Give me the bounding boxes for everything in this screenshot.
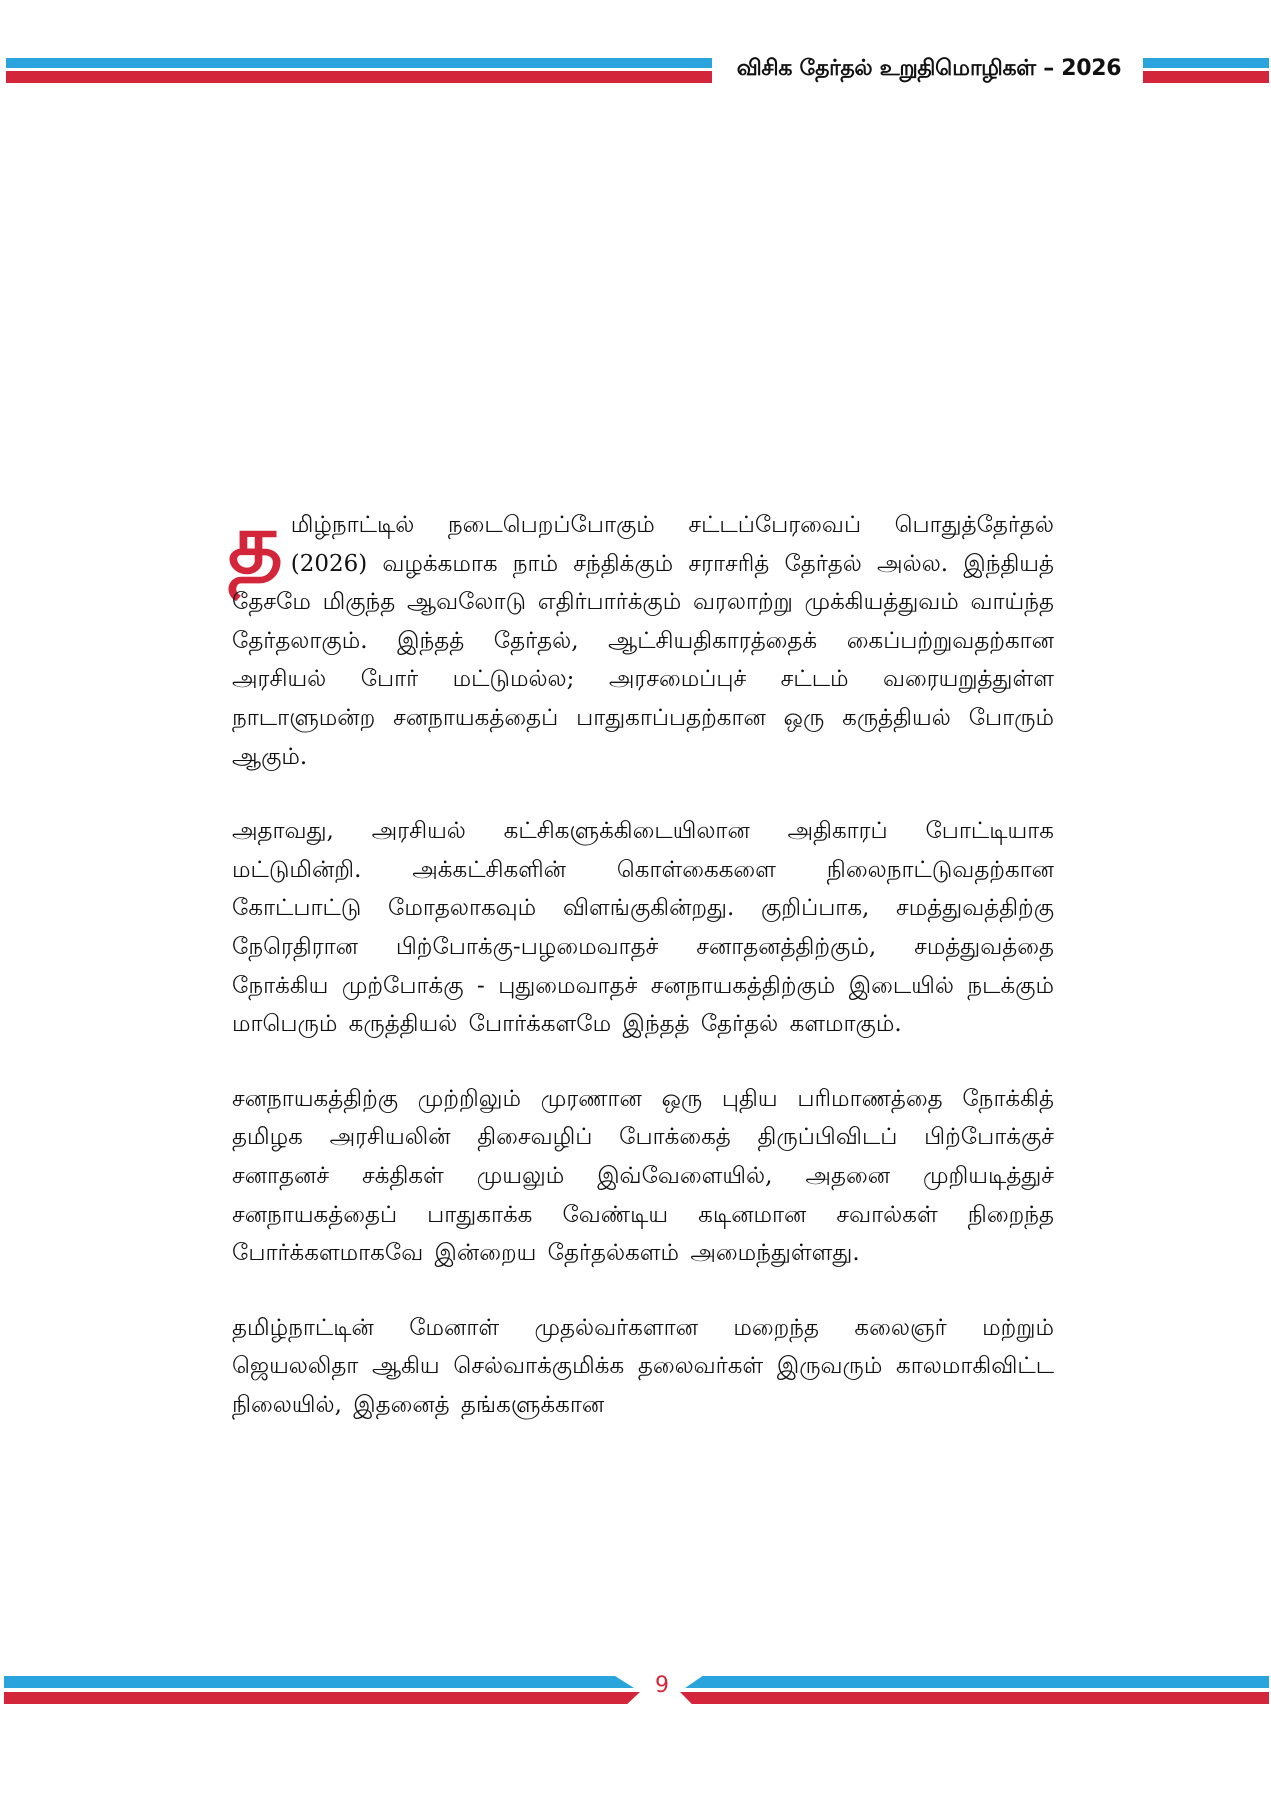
footer-stripe-red-right bbox=[680, 1692, 1269, 1704]
header-stripe-red-right bbox=[1143, 71, 1269, 83]
paragraph-1-text: மிழ்நாட்டில் நடைபெறப்போகும் சட்டப்பேரவைப் பொதுத்தேர்தல் (2026) வழக்கமாக நாம் சந்திக்கும் சராசரித் தேர்தல் அல்ல. இந்தியத் தேசமே மிகுந்த ஆவலோடு எதிர்பார்க்கும் வரலாற்று முக்கியத்துவம் வாய்ந்த தேர்தலாகும். இந்தத் தேர்தல், ஆட்சியதிகாரத்தைக் கைப்பற்றுவதற்கான அரசியல் போர் மட்டுமல்ல; அரசமைப்புச் சட்டம் வரையறுத்துள்ள நாடாளுமன்ற சனநாயகத்தைப் பாதுகாப்பதற்கான ஒரு கருத்தியல் போரும் ஆகும். bbox=[232, 512, 1054, 770]
paragraph-2: அதாவது, அரசியல் கட்சிகளுக்கிடையிலான அதிகாரப் போட்டியாக மட்டுமின்றி. அக்கட்சிகளின் கொள்கைகளை நிலைநாட்டுவதற்கான கோட்பாட்டு மோதலாகவும் விளங்குகின்றது. குறிப்பாக, சமத்துவத்திற்கு நேரெதிரான பிற்போக்கு-பழமைவாதச் சனாதனத்திற்கும், சமத்துவத்தை நோக்கிய முற்போக்கு - புதுமைவாதச் சனநாயகத்திற்கும் இடையில் நடக்கும் மாபெரும் கருத்தியல் போர்க்களமே இந்தத் தேர்தல் களமாகும். bbox=[232, 818, 1054, 1038]
header-stripe-blue-left bbox=[6, 58, 712, 68]
header-stripe-blue-right bbox=[1143, 58, 1269, 68]
document-body bbox=[228, 493, 1054, 1460]
header-stripe-red-left bbox=[6, 71, 712, 83]
paragraph-3: சனநாயகத்திற்கு முற்றிலும் முரணான ஒரு புதிய பரிமாணத்தை நோக்கித் தமிழக அரசியலின் திசைவழிப் போக்கைத் திருப்பிவிடப் பிற்போக்குச் சனாதனச் சக்திகள் முயலும் இவ்வேளையில், அதனை முறியடித்துச் சனநாயகத்தைப் பாதுகாக்க வேண்டிய கடினமான சவால்கள் நிறைந்த போர்க்களமாகவே இன்றைய தேர்தல்களம் அமைந்துள்ளது. bbox=[232, 1085, 1054, 1267]
page-number: 9 bbox=[655, 1673, 669, 1698]
footer-stripe-red-left bbox=[4, 1692, 640, 1704]
paragraph-1 bbox=[228, 493, 1054, 776]
drop-cap: த bbox=[228, 493, 283, 592]
footer-stripe-blue-right bbox=[685, 1676, 1269, 1688]
header-title: விசிக தேர்தல் உறுதிமொழிகள் – 2026 bbox=[736, 56, 1122, 81]
paragraph-4: தமிழ்நாட்டின் மேனாள் முதல்வர்களான மறைந்த கலைஞர் மற்றும் ஜெயலலிதா ஆகிய செல்வாக்குமிக்க தலைவர்கள் இருவரும் காலமாகிவிட்ட நிலையில், இதனைத் தங்களுக்கான bbox=[232, 1314, 1054, 1418]
footer-stripe-blue-left bbox=[4, 1676, 634, 1688]
